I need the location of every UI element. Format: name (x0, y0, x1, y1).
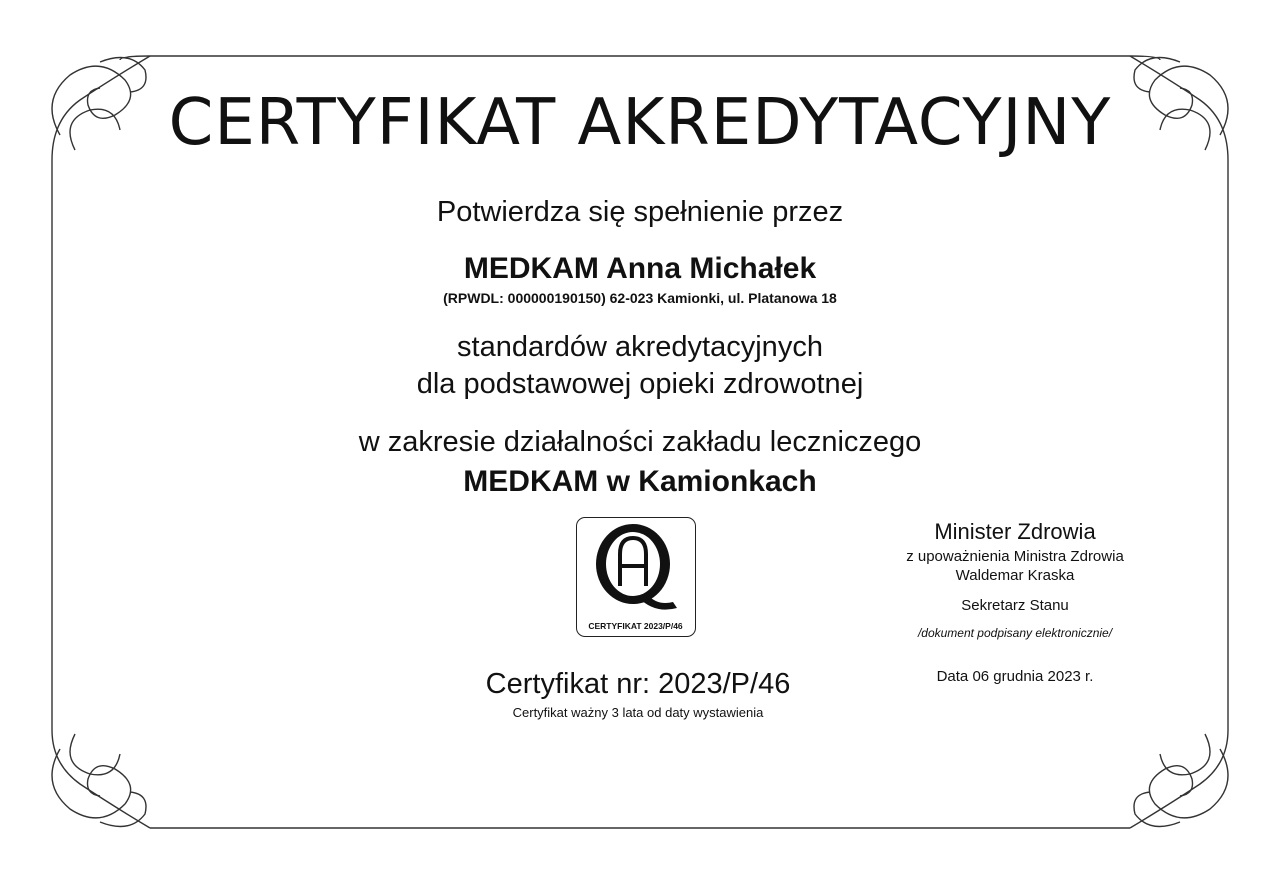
organization-name: MEDKAM Anna Michałek (463, 252, 817, 285)
facility-name: MEDKAM w Kamionkach (463, 465, 817, 498)
electronic-signature-note: /dokument podpisany elektronicznie/ (917, 626, 1113, 640)
accreditation-quality-logo-icon (577, 518, 695, 618)
certificate-number: Certyfikat nr: 2023/P/46 (485, 668, 791, 700)
corner-flourish-bottom-left (52, 730, 150, 828)
standards-line-2: dla podstawowej opieki zdrowotnej (416, 368, 864, 400)
organization-details: (RPWDL: 000000190150) 62-023 Kamionki, ul. Platanowa 18 (443, 290, 837, 306)
corner-flourish-bottom-right (1130, 730, 1228, 828)
certificate-validity: Certyfikat ważny 3 lata od daty wystawienia (512, 705, 764, 720)
badge-label: CERTYFIKAT 2023/P/46 (588, 621, 683, 631)
signatory-name: Waldemar Kraska (955, 567, 1075, 584)
signatory-title: Minister Zdrowia (934, 519, 1096, 544)
standards-line-1: standardów akredytacyjnych (457, 331, 823, 363)
certificate-title: CERTYFIKAT AKREDYTACYJNY (168, 86, 1112, 160)
signatory-authorization: z upoważnienia Ministra Zdrowia (906, 548, 1124, 565)
issue-date: Data 06 grudnia 2023 r. (936, 668, 1094, 685)
confirmation-text: Potwierdza się spełnienie przez (436, 196, 844, 228)
signatory-role: Sekretarz Stanu (961, 597, 1069, 614)
accreditation-badge (576, 517, 696, 637)
scope-line: w zakresie działalności zakładu leczniczego (358, 426, 922, 458)
